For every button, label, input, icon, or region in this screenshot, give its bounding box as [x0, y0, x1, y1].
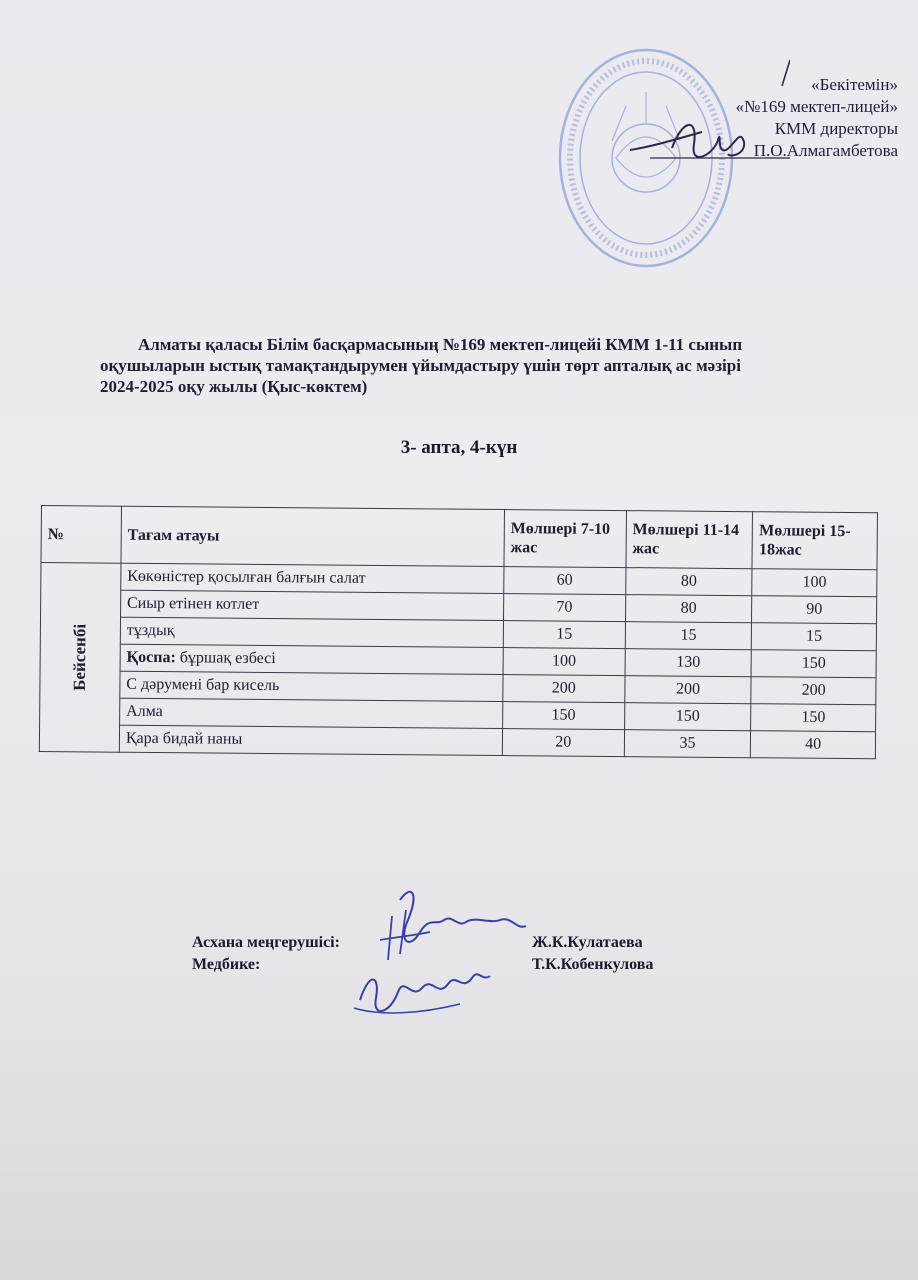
dish-name: Сиыр етінен котлет [126, 594, 260, 613]
header-portion-7-10: Мөлшері 7-10 жас [504, 510, 626, 568]
dish-name: Көкөністер қосылған балғын салат [127, 567, 366, 587]
portion-cell-v11: 150 [624, 703, 751, 731]
dish-name: С дәрумені бар кисель [126, 675, 280, 695]
portion-cell-v7: 15 [503, 621, 625, 649]
menu-table [39, 505, 878, 759]
approval-line: «Бекітемін» [811, 75, 898, 94]
dish-name-cell [120, 644, 503, 674]
approval-line: «№169 мектеп-лицей» [735, 97, 898, 116]
portion-cell-v7: 20 [502, 729, 624, 757]
portion-cell-v15: 150 [751, 704, 876, 732]
day-label: Бейсенбі [69, 623, 90, 691]
dish-name-cell [119, 725, 502, 755]
week-day-heading: 3- апта, 4-күн [400, 437, 518, 458]
dish-name: Алма [126, 702, 163, 721]
portion-cell-v7: 150 [502, 702, 624, 730]
dish-name-cell [120, 590, 503, 620]
portion-cell-v15: 150 [751, 650, 876, 678]
portion-cell-v11: 200 [625, 676, 752, 704]
header-portion-15-18: Мөлшері 15-18жас [752, 512, 877, 570]
portion-cell-v15: 90 [752, 596, 877, 624]
approval-line: П.О.Алмагамбетова [753, 141, 898, 160]
portion-cell-v11: 15 [625, 622, 752, 650]
portion-cell-v7: 200 [503, 675, 625, 703]
header-number: № [41, 506, 121, 564]
portion-cell-v7: 60 [504, 567, 626, 595]
day-cell [39, 563, 121, 753]
portion-cell-v15: 100 [752, 569, 877, 597]
table-header-row [41, 506, 877, 570]
title-line: 2024-2025 оқу жылы (Қыс-көктем) [100, 377, 368, 396]
portion-cell-v15: 40 [751, 731, 876, 759]
dish-prefix: Қоспа: [126, 648, 180, 667]
portion-cell-v11: 35 [624, 730, 751, 758]
approval-line: КММ директоры [774, 119, 898, 138]
portion-cell-v11: 80 [625, 595, 752, 623]
portion-cell-v15: 200 [751, 677, 876, 705]
signer-name: Ж.К.Кулатаева [532, 934, 643, 951]
header-dish-name: Тағам атауы [121, 506, 504, 566]
header-portion-11-14: Мөлшері 11-14 жас [626, 511, 753, 569]
document-title [100, 334, 890, 397]
portion-cell-v11: 130 [625, 649, 752, 677]
portion-cell-v7: 100 [503, 648, 625, 676]
title-line: оқушыларын ыстық тамақтандырумен үйымдастыру үшін төрт апталық ас мәзірі [100, 356, 741, 375]
dish-name-cell [119, 698, 502, 728]
signer-role: Медбике: [192, 956, 261, 973]
dish-name: бұршақ езбесі [179, 649, 276, 668]
dish-name: Қара бидай наны [125, 729, 243, 748]
title-line: Алматы қаласы Білім басқармасының №169 мектеп-лицейі КММ 1-11 сынып [138, 335, 743, 354]
portion-cell-v11: 80 [626, 568, 753, 596]
dish-name-cell [120, 617, 503, 647]
signer-role: Асхана меңгерушісі: [192, 934, 340, 951]
portion-cell-v15: 15 [752, 623, 877, 651]
dish-name-cell [120, 671, 503, 701]
staff-signatures [340, 880, 540, 1030]
portion-cell-v7: 70 [503, 594, 625, 622]
approval-block [658, 74, 898, 162]
signer-name: Т.К.Кобенкулова [532, 956, 654, 973]
dish-name-cell [121, 563, 504, 593]
dish-name: тұздық [126, 621, 175, 640]
